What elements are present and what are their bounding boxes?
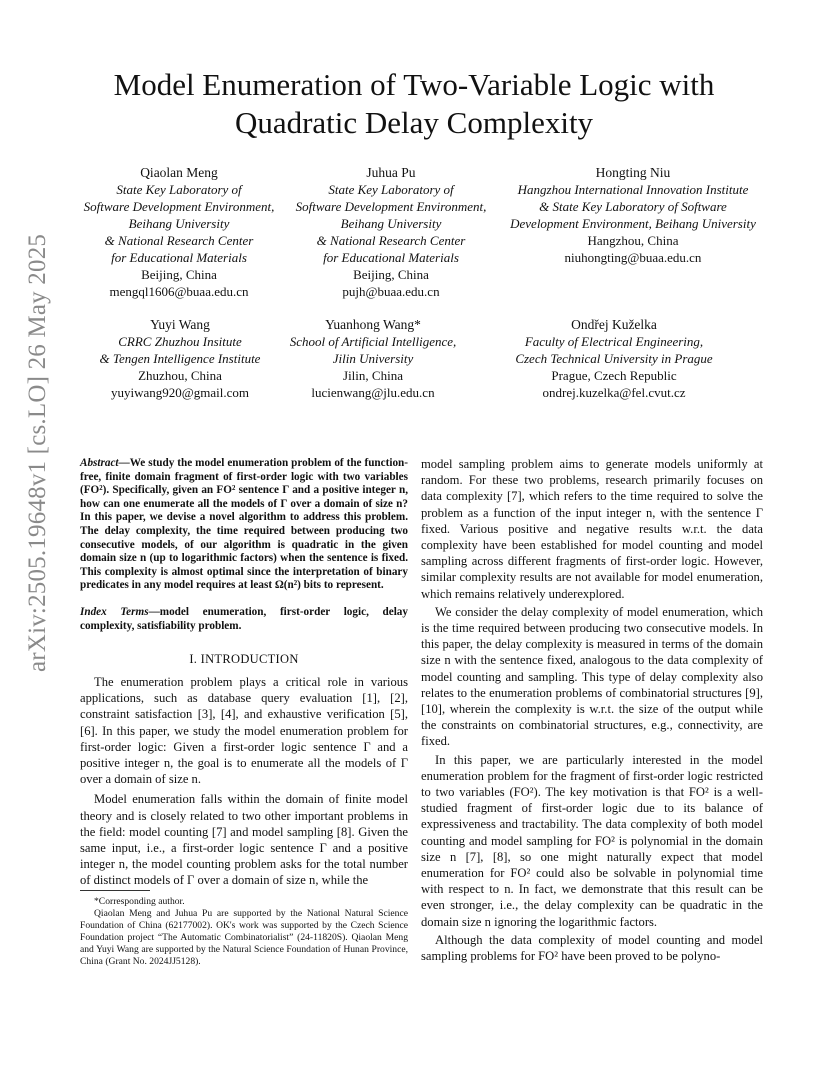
- author-name: Yuanhong Wang*: [325, 317, 421, 332]
- author-name: Hongting Niu: [595, 165, 671, 180]
- right-column-body: [421, 456, 763, 964]
- title-line-2: Quadratic Delay Complexity: [234, 105, 594, 140]
- left-column-body: [80, 674, 408, 889]
- author-location: Jilin, China: [343, 368, 403, 383]
- author-affiliation: Software Development Environment,: [83, 199, 275, 214]
- index-terms: [80, 606, 408, 633]
- author-affiliation: & National Research Center: [316, 233, 466, 248]
- author-block: [78, 164, 280, 300]
- author-affiliation: School of Artificial Intelligence,: [289, 334, 457, 349]
- section-heading: I. INTRODUCTION: [189, 652, 299, 666]
- body-paragraph: The enumeration problem plays a critical role in various applications, such as database query evaluation [1], [2], constraint satisfaction [3], [4], and exhaustive verification [5], [6]. In this paper, we study the model enumeration problem for first-order logic: Given a first-order logic sentence Γ and a positive integer n, the goal is to enumerate all the models of Γ over a domain of size n.: [80, 675, 408, 787]
- abstract-text: —We study the model enumeration problem of the function-free, finite domain fragment of first-order logic with two variables (FO²). Specifically, given an FO² sentence Γ and a positive integer n, how can one enumerate all the models of Γ over a domain of size n? In this paper, we devise a novel algorithm to address this problem. The delay complexity, the time required between producing two consecutive models, of our algorithm is quadratic in the given domain size n (up to logarithmic factors) when the sentence is fixed. This complexity is almost optimal since the interpretation of binary predicates in any model requires at least Ω(n²) bits to represent.: [80, 457, 408, 592]
- author-affiliation: Beihang University: [128, 216, 230, 231]
- author-affiliation: State Key Laboratory of: [116, 182, 242, 197]
- author-email: mengql1606@buaa.edu.cn: [109, 284, 249, 299]
- author-name: Ondřej Kuželka: [571, 317, 657, 332]
- author-location: Prague, Czech Republic: [551, 368, 677, 383]
- arxiv-identifier: arXiv:2505.19648v1 [cs.LO] 26 May 2025: [24, 233, 51, 672]
- body-paragraph: Model enumeration falls within the domain of finite model theory and is closely related to two other important problems in the field: model counting [7] and model sampling [8]. Given the same input, i.e., a first-order logic sentence Γ and a positive integer n, the model counting problem asks for the total number of distinct models of Γ over a domain of size n, while the: [80, 792, 408, 888]
- author-block: [290, 164, 492, 300]
- author-affiliation: CRRC Zhuzhou Insitute: [118, 334, 242, 349]
- author-affiliation: & Tengen Intelligence Institute: [99, 351, 261, 366]
- author-location: Beijing, China: [141, 267, 217, 282]
- author-affiliation: Hangzhou International Innovation Institute: [517, 182, 749, 197]
- footnotes: [80, 896, 408, 968]
- author-name: Juhua Pu: [366, 165, 416, 180]
- author-affiliation: for Educational Materials: [111, 250, 247, 265]
- author-block: [280, 316, 466, 401]
- abstract-label: Abstract: [80, 457, 119, 469]
- index-terms-text: —model enumeration, first-order logic, delay complexity, satisfiability problem.: [80, 606, 408, 632]
- author-location: Hangzhou, China: [587, 233, 679, 248]
- author-affiliation: Faculty of Electrical Engineering,: [524, 334, 704, 349]
- author-email: lucienwang@jlu.edu.cn: [311, 385, 435, 400]
- body-paragraph: Although the data complexity of model counting and model sampling problems for FO² have been proved to be polyno-: [421, 932, 763, 964]
- author-affiliation: Czech Technical University in Prague: [515, 351, 713, 366]
- body-paragraph: In this paper, we are particularly interested in the model enumeration problem for the fragment of first-order logic restricted to two variables (FO²). The key motivation is that FO² is a well-studied fragment of first-order logic due to its balance of expressiveness and tractability. The data complexity of both model counting and model sampling for FO² is polynomial in the domain size n [7], [8], so one might naturally expect that model enumeration for FO² could also be solvable in polynomial time with respect to n. In fact, we demonstrate that this result can be even stronger, i.e., the delay complexity can be quadratic in the domain size n ignoring the logarithmic factors.: [421, 752, 763, 929]
- author-name: Yuyi Wang: [150, 317, 210, 332]
- body-paragraph: model sampling problem aims to generate models uniformly at random. For these two problems, research primarily focuses on data complexity [7], which refers to the time required to solve the problem as a function of the input integer n, with the sentence Γ fixed. Various positive and negative results w.r.t. the data complexity have been established for model counting and model sampling across different fragments of first-order logic. However, similar complexity results are not available for model enumeration, which remains relatively underexplored.: [421, 457, 763, 601]
- footnote: Qiaolan Meng and Juhua Pu are supported by the National Natural Science Foundation of China (62177002). OK's work was supported by the Czech Science Foundation project “The Automatic Combinatorialist” (24-11820S). Qiaolan Meng and Yuyi Wang are supported by the Natural Science Foundation of Hunan Province, China (Grant No. 2024JJ5128).: [80, 908, 408, 967]
- author-email: ondrej.kuzelka@fel.cvut.cz: [542, 385, 686, 400]
- author-block: [496, 316, 732, 401]
- author-affiliation: for Educational Materials: [323, 250, 459, 265]
- author-email: pujh@buaa.edu.cn: [342, 284, 440, 299]
- footnote-rule: [80, 890, 150, 891]
- author-email: niuhongting@buaa.edu.cn: [564, 250, 702, 265]
- author-block: [58, 316, 302, 401]
- index-terms-label: Index Terms: [80, 606, 149, 618]
- author-affiliation: & National Research Center: [104, 233, 254, 248]
- author-affiliation: Software Development Environment,: [295, 199, 487, 214]
- author-block: [500, 164, 766, 266]
- author-location: Beijing, China: [353, 267, 429, 282]
- author-affiliation: Beihang University: [340, 216, 442, 231]
- author-name: Qiaolan Meng: [140, 165, 218, 180]
- body-paragraph: We consider the delay complexity of model enumeration, which is the time required between producing two consecutive models. In this paper, the delay complexity is measured in terms of the domain size n with the sentence fixed, analogous to the data complexity of model counting and sampling. This type of delay complexity also relates to the enumeration problems of combinatorial structures [9], [10], wherein the complexity is w.r.t. the size of the output while the constraints on combinatorial structures, e.g., connectivity, are fixed.: [421, 604, 763, 749]
- footnote: *Corresponding author.: [94, 896, 185, 907]
- paper-title: [60, 66, 768, 142]
- author-affiliation: Jilin University: [332, 351, 414, 366]
- abstract: [80, 457, 408, 593]
- title-line-1: Model Enumeration of Two-Variable Logic with: [113, 67, 715, 102]
- author-affiliation: & State Key Laboratory of Software: [539, 199, 727, 214]
- author-email: yuyiwang920@gmail.com: [111, 385, 249, 400]
- author-affiliation: State Key Laboratory of: [328, 182, 454, 197]
- author-affiliation: Development Environment, Beihang University: [510, 216, 756, 231]
- author-location: Zhuzhou, China: [138, 368, 222, 383]
